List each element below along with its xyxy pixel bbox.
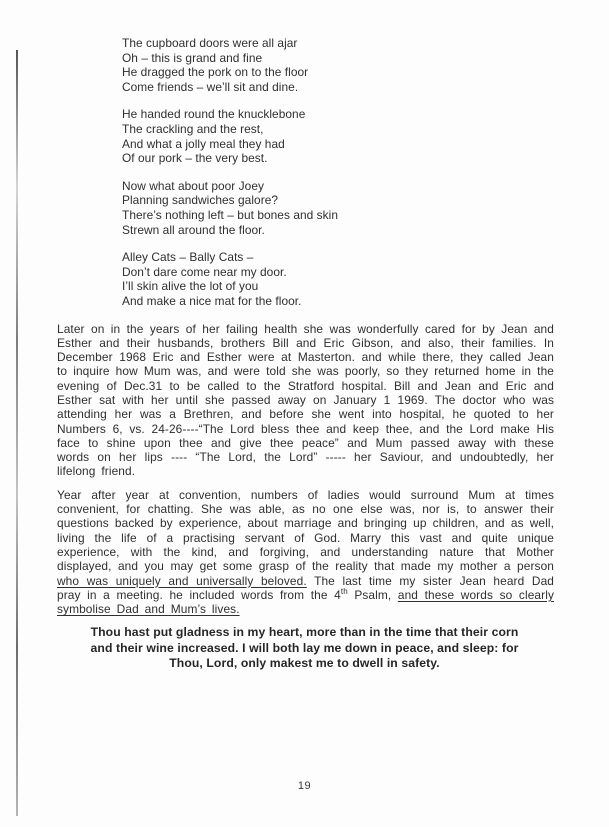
poem-line: Oh – this is grand and fine bbox=[122, 50, 263, 65]
poem-line: There’s nothing left – but bones and skin bbox=[122, 207, 339, 222]
poem-line: He handed round the knucklebone bbox=[122, 107, 306, 122]
poem-section bbox=[122, 36, 609, 309]
poem-line: Of our pork – the very best. bbox=[122, 151, 268, 166]
poem-line: He dragged the pork on to the floor bbox=[122, 65, 309, 80]
poem-line: Alley Cats – Bally Cats – bbox=[122, 250, 254, 265]
quote-line: Thou hast put gladness in my heart, more than in the time that their corn bbox=[90, 625, 519, 640]
poem-line: Strewn all around the floor. bbox=[122, 222, 265, 237]
poem-stanza-1 bbox=[122, 36, 609, 94]
poem-line: And make a nice mat for the floor. bbox=[122, 293, 302, 308]
poem-stanza-3 bbox=[122, 179, 609, 237]
psalm-quote bbox=[44, 625, 565, 671]
quote-line: and their wine increased. I will both lay me down in peace, and sleep: for bbox=[90, 640, 519, 655]
scan-artifact-line bbox=[16, 50, 18, 816]
poem-line: I’ll skin alive the lot of you bbox=[122, 279, 259, 294]
poem-stanza-2 bbox=[122, 107, 609, 165]
scanned-document-page bbox=[0, 36, 609, 827]
poem-line: Come friends – we’ll sit and dine. bbox=[122, 79, 299, 94]
paragraph-memorial: Later on in the years of her failing health she was wonderfully cared for by Jean and Esther and their husbands, brothers Bill and Eric Gibson, and also, their families. In December 1968 Eric and Esther were at Masterton. and while there, they called Jean to inquire how Mum was, and were told she was poorly, so they returned home in the evening of Dec.31 to be called to the Stratford hospital. Bill and Jean and Eric and Esther sat with her until she passed away on January 1 1969. The doctor who was attending her was a Brethren, and before she went into hospital, he quoted to her Numbers 6, vs. 24-26----“The Lord bless thee and keep thee, and the Lord make His face to shine upon thee and give thee peace” and Mum passed away with these words on her lips ---- “The Lord, the Lord” ----- her Saviour, and undoubtedly, her lifelong friend. bbox=[57, 321, 554, 479]
paragraph-convention: Year after year at convention, numbers of ladies would surround Mum at times convenient, for chatting. She was able, as no one else was, nor is, to answer their questions backed by experience, about marriage and bringing up children, and as well, living the life of a practising servant of God. Marry this vast and quite unique experience, with the kind, and forgiving, and understanding nature that Mother displayed, and you may get some grasp of the reality that made my mother a person who was uniquely and universally beloved. The last time my sister Jean heard Dad pray in a meeting. he included words from the 4th Psalm, and these words so clearly symbolise Dad and Mum’s lives. bbox=[57, 487, 554, 617]
poem-line: Now what about poor Joey bbox=[122, 178, 264, 193]
page-number: 19 bbox=[297, 780, 312, 792]
quote-line: Thou, Lord, only makest me to dwell in safety. bbox=[169, 655, 440, 670]
prose-section bbox=[57, 322, 554, 617]
poem-line: And what a jolly meal they had bbox=[122, 136, 285, 151]
poem-line: The crackling and the rest, bbox=[122, 121, 264, 136]
poem-line: Planning sandwiches galore? bbox=[122, 193, 279, 208]
poem-stanza-4 bbox=[122, 250, 609, 308]
poem-line: The cupboard doors were all ajar bbox=[122, 36, 298, 50]
poem-line: Don’t dare come near my door. bbox=[122, 264, 287, 279]
